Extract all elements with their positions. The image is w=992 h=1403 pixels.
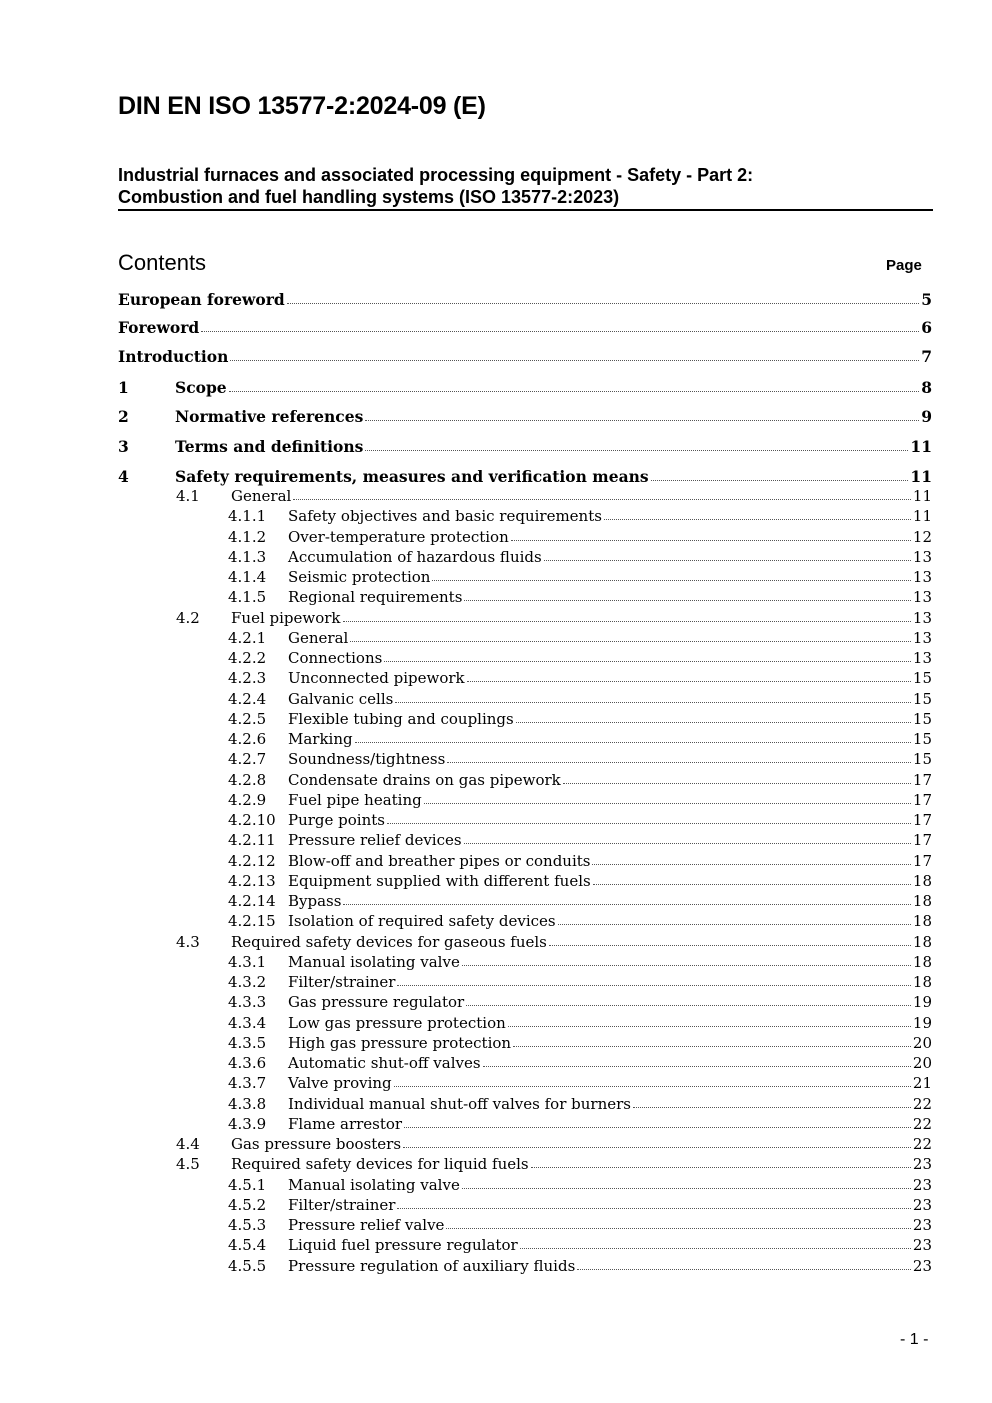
toc-entry-title: Connections <box>288 649 383 667</box>
toc-dot-leader <box>397 1204 910 1209</box>
toc-entry-title: Seismic protection <box>288 568 431 586</box>
toc-entry-page: 22 <box>912 1114 932 1133</box>
toc-entry-page: 19 <box>912 993 932 1012</box>
toc-entry-page: 23 <box>912 1195 932 1214</box>
toc-entry-title: General <box>288 628 349 647</box>
toc-dot-leader <box>447 758 911 763</box>
toc-entry-number: 4.2.6 <box>228 730 267 748</box>
toc-entry-title: Flexible tubing and couplings <box>288 709 514 728</box>
toc-entry-number: 4.2.7 <box>228 750 267 769</box>
toc-dot-leader <box>520 1244 911 1249</box>
toc-entry-number: 4.1 <box>176 487 200 505</box>
document-title-line-1: Industrial furnaces and associated processing equipment - Safety - Part 2: <box>118 165 754 185</box>
toc-dot-leader <box>355 738 911 743</box>
toc-dot-leader <box>365 416 919 421</box>
toc-entry-title: Low gas pressure protection <box>288 1013 506 1032</box>
toc-entry-number: 4.5.3 <box>228 1216 267 1234</box>
toc-entry-page: 15 <box>912 730 932 748</box>
toc-dot-leader <box>387 819 911 824</box>
page-number: - 1 - <box>900 1331 929 1348</box>
toc-entry-page: 23 <box>912 1155 932 1174</box>
toc-entry-page: 17 <box>912 831 932 850</box>
toc-dot-leader <box>395 698 911 703</box>
toc-dot-leader <box>593 880 911 885</box>
toc-entry[interactable] <box>228 830 932 850</box>
toc-entry[interactable] <box>228 1175 932 1195</box>
toc-entry-title: Fuel pipe heating <box>288 790 422 809</box>
toc-dot-leader <box>592 860 910 865</box>
toc-dot-leader <box>464 839 911 844</box>
toc-dot-leader <box>384 657 911 662</box>
toc-entry-number: 4.5.1 <box>228 1175 267 1194</box>
toc-entry-page: 13 <box>912 588 932 607</box>
toc-dot-leader <box>466 1001 911 1006</box>
toc-entry-number: 4.2.3 <box>228 669 267 688</box>
toc-entry-number: 4.1.2 <box>228 527 267 546</box>
toc-dot-leader <box>397 981 910 986</box>
toc-entry-number: 4.3.8 <box>228 1094 267 1113</box>
toc-entry-title: Condensate drains on gas pipework <box>288 770 561 789</box>
toc-entry-number: 4.5.5 <box>228 1256 267 1275</box>
toc-entry-page: 21 <box>912 1074 932 1093</box>
toc-entry[interactable] <box>228 911 932 931</box>
toc-entry[interactable] <box>228 709 932 729</box>
toc-entry[interactable] <box>228 506 932 526</box>
toc-entry[interactable] <box>228 628 932 648</box>
toc-entry-page: 13 <box>912 608 932 627</box>
toc-entry[interactable] <box>228 972 932 992</box>
toc-dot-leader <box>531 1163 911 1168</box>
toc-entry-page: 15 <box>912 709 932 728</box>
toc-entry-number: 4.2.12 <box>228 851 276 870</box>
toc-entry-title: Filter/strainer <box>288 1195 396 1214</box>
toc-entry-number: 4.1.5 <box>228 588 267 607</box>
toc-entry-page: 12 <box>912 527 932 546</box>
toc-entry-page: 5 <box>921 290 932 309</box>
toc-entry-page: 23 <box>912 1175 932 1194</box>
toc-entry-title: Required safety devices for liquid fuels <box>231 1155 529 1174</box>
toc-entry-number: 4.3.4 <box>228 1013 267 1032</box>
toc-entry-title: Terms and definitions <box>175 437 364 456</box>
toc-entry-title: Introduction <box>118 347 229 366</box>
toc-entry-number: 4.2.15 <box>228 912 276 931</box>
toc-dot-leader <box>394 1082 911 1087</box>
toc-entry-page: 15 <box>912 750 932 769</box>
toc-entry[interactable] <box>228 648 932 668</box>
toc-entry[interactable] <box>228 1053 932 1073</box>
toc-dot-leader <box>604 515 911 520</box>
toc-dot-leader <box>287 299 919 304</box>
toc-entry[interactable] <box>228 1073 932 1093</box>
toc-dot-leader <box>544 556 911 561</box>
toc-entry-number: 4.5.4 <box>228 1236 267 1255</box>
toc-entry-page: 17 <box>912 770 932 789</box>
toc-entry-title: Fuel pipework <box>231 608 341 627</box>
toc-entry-page: 23 <box>912 1236 932 1255</box>
toc-entry-page: 23 <box>912 1216 932 1234</box>
toc-entry-title: Filter/strainer <box>288 973 396 991</box>
toc-dot-leader <box>511 536 911 541</box>
toc-dot-leader <box>343 900 910 905</box>
toc-entry[interactable] <box>228 1114 932 1134</box>
toc-entry[interactable] <box>228 668 932 688</box>
toc-entry-number: 4.2.13 <box>228 871 276 890</box>
toc-entry-title: Safety requirements, measures and verification means <box>175 467 649 486</box>
toc-dot-leader <box>513 1042 911 1047</box>
toc-entry-title: Manual isolating valve <box>288 1175 460 1194</box>
toc-entry-number: 4.2.5 <box>228 709 267 728</box>
toc-entry-page: 13 <box>912 649 932 667</box>
toc-entry-title: Pressure regulation of auxiliary fluids <box>288 1256 576 1275</box>
toc-entry[interactable] <box>176 1134 932 1154</box>
toc-dot-leader <box>229 387 920 392</box>
toc-entry[interactable] <box>176 1154 932 1174</box>
toc-entry[interactable] <box>228 689 932 709</box>
toc-entry-page: 22 <box>912 1094 932 1113</box>
toc-entry[interactable] <box>118 467 932 487</box>
toc-entry-page: 13 <box>912 547 932 566</box>
document-id: DIN EN ISO 13577-2:2024-09 (E) <box>118 92 486 120</box>
toc-dot-leader <box>633 1103 911 1108</box>
toc-entry-title: Marking <box>288 730 353 748</box>
toc-entry-number: 4.2.8 <box>228 770 267 789</box>
toc-entry[interactable] <box>228 1094 932 1114</box>
toc-entry-title: Unconnected pipework <box>288 669 465 688</box>
toc-dot-leader <box>462 1184 911 1189</box>
toc-entry-number: 4.2.10 <box>228 811 276 829</box>
toc-dot-leader <box>432 576 910 581</box>
toc-dot-leader <box>558 920 911 925</box>
toc-entry-title: Accumulation of hazardous fluids <box>288 547 542 566</box>
toc-entry-number: 4.3.9 <box>228 1114 267 1133</box>
toc-entry-title: Soundness/tightness <box>288 750 446 769</box>
toc-entry-page: 6 <box>921 318 932 337</box>
toc-dot-leader <box>404 1123 911 1128</box>
toc-entry[interactable] <box>228 527 932 547</box>
toc-dot-leader <box>403 1143 911 1148</box>
toc-entry-number: 4.2 <box>176 608 200 627</box>
toc-entry-page: 22 <box>912 1135 932 1153</box>
toc-dot-leader <box>446 1224 910 1229</box>
toc-dot-leader <box>563 779 911 784</box>
toc-entry-page: 17 <box>912 811 932 829</box>
toc-entry-number: 4.4 <box>176 1135 200 1153</box>
toc-entry[interactable] <box>228 547 932 567</box>
toc-entry-number: 4.1.3 <box>228 547 267 566</box>
toc-entry-title: Manual isolating valve <box>288 952 460 971</box>
toc-entry-title: Automatic shut-off valves <box>288 1054 481 1072</box>
toc-entry-number: 4.2.2 <box>228 649 267 667</box>
toc-entry[interactable] <box>118 347 932 367</box>
toc-entry-title: Safety objectives and basic requirements <box>288 507 602 526</box>
toc-entry-number: 4.3 <box>176 932 200 951</box>
toc-dot-leader <box>549 941 911 946</box>
toc-dot-leader <box>230 356 919 361</box>
toc-entry-title: Normative references <box>175 407 364 426</box>
toc-entry-page: 19 <box>912 1013 932 1032</box>
toc-entry[interactable] <box>176 608 932 628</box>
toc-entry-title: Required safety devices for gaseous fuels <box>231 932 547 951</box>
toc-entry[interactable] <box>118 378 932 398</box>
toc-entry[interactable] <box>228 992 932 1012</box>
toc-entry-title: Bypass <box>288 892 342 910</box>
toc-entry-number: 3 <box>118 437 129 456</box>
toc-entry-number: 4.5 <box>176 1155 200 1174</box>
toc-entry-title: Flame arrestor <box>288 1114 403 1133</box>
toc-entry-page: 18 <box>912 912 932 931</box>
toc-entry-title: Isolation of required safety devices <box>288 912 556 931</box>
toc-entry-number: 4.2.11 <box>228 831 276 850</box>
toc-entry-page: 20 <box>912 1033 932 1052</box>
toc-entry-title: High gas pressure protection <box>288 1033 512 1052</box>
toc-entry-page: 17 <box>912 851 932 870</box>
toc-dot-leader <box>201 327 919 332</box>
toc-dot-leader <box>464 596 910 601</box>
toc-entry-title: Foreword <box>118 318 200 337</box>
toc-entry[interactable] <box>228 790 932 810</box>
toc-entry-number: 4.3.7 <box>228 1074 267 1093</box>
toc-entry[interactable] <box>228 1215 932 1235</box>
toc-entry[interactable] <box>228 749 932 769</box>
toc-entry-number: 4.2.14 <box>228 892 276 910</box>
toc-dot-leader <box>651 476 909 481</box>
toc-entry-number: 4.1.1 <box>228 507 267 526</box>
toc-entry-number: 4.3.3 <box>228 993 267 1012</box>
toc-entry-page: 15 <box>912 669 932 688</box>
toc-entry-page: 13 <box>912 628 932 647</box>
toc-entry[interactable] <box>176 932 932 952</box>
toc-entry[interactable] <box>118 437 932 457</box>
toc-entry-page: 8 <box>921 378 932 397</box>
toc-entry-number: 4.3.1 <box>228 952 267 971</box>
toc-entry[interactable] <box>228 1013 932 1033</box>
toc-entry-page: 20 <box>912 1054 932 1072</box>
toc-entry-page: 11 <box>910 437 932 456</box>
document-title-line-2: Combustion and fuel handling systems (ISO 13577-2:2023) <box>118 187 620 207</box>
toc-entry-number: 4.2.1 <box>228 628 267 647</box>
toc-entry[interactable] <box>228 1235 932 1255</box>
toc-entry-number: 4.3.5 <box>228 1033 267 1052</box>
toc-entry-page: 11 <box>912 487 932 505</box>
toc-entry-page: 11 <box>910 467 932 486</box>
toc-entry[interactable] <box>228 1195 932 1215</box>
toc-entry[interactable] <box>118 407 932 427</box>
toc-entry[interactable] <box>228 810 932 830</box>
toc-entry-title: Individual manual shut-off valves for burners <box>288 1094 631 1113</box>
toc-entry[interactable] <box>118 318 932 338</box>
toc-entry-title: Liquid fuel pressure regulator <box>288 1236 518 1255</box>
toc-entry-number: 4.3.6 <box>228 1054 267 1072</box>
toc-entry-title: Pressure relief devices <box>288 831 462 850</box>
toc-entry[interactable] <box>228 567 932 587</box>
toc-entry-number: 2 <box>118 407 129 426</box>
toc-entry[interactable] <box>228 891 932 911</box>
toc-dot-leader <box>343 617 911 622</box>
toc-dot-leader <box>516 718 911 723</box>
toc-entry-number: 4.2.4 <box>228 689 267 708</box>
toc-entry-number: 4.5.2 <box>228 1195 267 1214</box>
toc-entry-title: Equipment supplied with different fuels <box>288 871 591 890</box>
toc-entry-title: Scope <box>175 378 227 397</box>
toc-entry-page: 11 <box>912 507 932 526</box>
toc-entry[interactable] <box>118 290 932 310</box>
toc-entry-page: 15 <box>912 689 932 708</box>
toc-entry-title: Purge points <box>288 811 385 829</box>
toc-entry-title: Valve proving <box>288 1074 392 1093</box>
toc-dot-leader <box>293 495 911 500</box>
toc-dot-leader <box>467 677 911 682</box>
toc-entry-title: Regional requirements <box>288 588 463 607</box>
contents-heading: Contents <box>118 250 207 275</box>
toc-dot-leader <box>424 799 911 804</box>
toc-entry[interactable] <box>228 952 932 972</box>
toc-entry[interactable] <box>228 729 932 749</box>
toc-entry-page: 18 <box>912 871 932 890</box>
toc-entry-page: 13 <box>912 568 932 586</box>
toc-dot-leader <box>462 961 911 966</box>
toc-entry-page: 18 <box>912 973 932 991</box>
toc-entry-title: Over-temperature protection <box>288 527 509 546</box>
toc-entry-title: Pressure relief valve <box>288 1216 445 1234</box>
toc-entry-title: Blow-off and breather pipes or conduits <box>288 851 591 870</box>
toc-entry[interactable] <box>228 1256 932 1276</box>
toc-entry-title: Galvanic cells <box>288 689 394 708</box>
toc-dot-leader <box>508 1022 911 1027</box>
toc-dot-leader <box>350 637 911 642</box>
toc-entry-number: 1 <box>118 378 129 397</box>
toc-dot-leader <box>365 446 908 451</box>
toc-entry[interactable] <box>176 486 932 506</box>
toc-dot-leader <box>483 1062 911 1067</box>
toc-entry-number: 4 <box>118 467 129 486</box>
toc-entry[interactable] <box>228 851 932 871</box>
toc-entry-page: 18 <box>912 892 932 910</box>
toc-entry-title: General <box>231 487 292 505</box>
toc-entry-page: 18 <box>912 952 932 971</box>
toc-entry-page: 18 <box>912 932 932 951</box>
toc-entry[interactable] <box>228 1033 932 1053</box>
toc-entry-title: Gas pressure boosters <box>231 1135 402 1153</box>
toc-entry[interactable] <box>228 770 932 790</box>
toc-entry[interactable] <box>228 587 932 607</box>
toc-entry-title: European foreword <box>118 290 285 309</box>
toc-entry-number: 4.2.9 <box>228 790 267 809</box>
toc-entry-page: 9 <box>921 407 932 426</box>
toc-entry-page: 7 <box>921 347 932 366</box>
toc-entry-number: 4.1.4 <box>228 568 267 586</box>
toc-entry-number: 4.3.2 <box>228 973 267 991</box>
toc-entry[interactable] <box>228 871 932 891</box>
toc-entry-page: 23 <box>912 1256 932 1275</box>
toc-entry-title: Gas pressure regulator <box>288 993 465 1012</box>
toc-dot-leader <box>577 1265 911 1270</box>
page-column-label: Page <box>886 257 922 274</box>
toc-entry-page: 17 <box>912 790 932 809</box>
